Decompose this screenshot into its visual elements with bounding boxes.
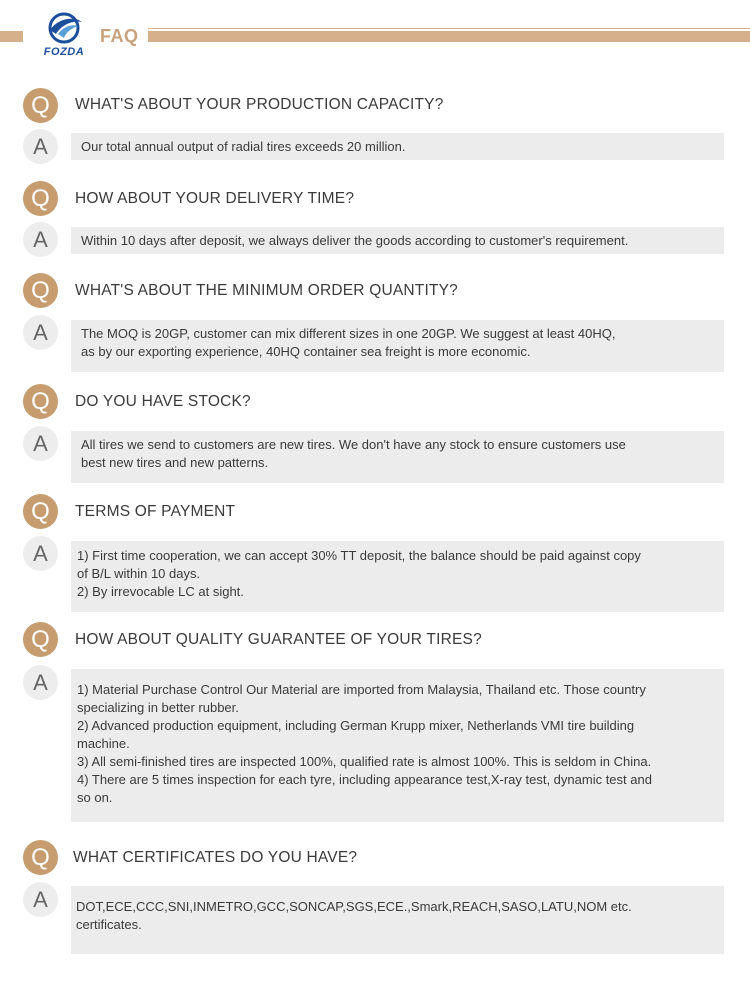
header-rule-bar bbox=[148, 31, 750, 42]
question-text: WHAT'S ABOUT YOUR PRODUCTION CAPACITY? bbox=[75, 96, 444, 113]
answer-line: 2) By irrevocable LC at sight. bbox=[77, 584, 244, 599]
question-badge: Q bbox=[23, 840, 58, 875]
answer-text bbox=[81, 232, 716, 250]
brand-logo bbox=[36, 12, 92, 60]
answer-box bbox=[71, 431, 724, 483]
answer-line: as by our exporting experience, 40HQ container sea freight is more economic. bbox=[81, 344, 531, 359]
question-text: TERMS OF PAYMENT bbox=[75, 503, 236, 520]
question-badge: Q bbox=[23, 181, 58, 216]
answer-line: Within 10 days after deposit, we always deliver the goods according to customer's requirement. bbox=[81, 233, 629, 248]
answer-line: 1) First time cooperation, we can accept 30% TT deposit, the balance should be paid against copy bbox=[77, 548, 641, 563]
answer-badge: A bbox=[23, 882, 58, 917]
answer-line: 1) Material Purchase Control Our Material are imported from Malaysia, Thailand etc. Those country bbox=[77, 682, 646, 697]
answer-text bbox=[81, 138, 716, 156]
answer-line: Our total annual output of radial tires exceeds 20 million. bbox=[81, 139, 406, 154]
answer-line: so on. bbox=[77, 790, 113, 805]
logo-mark-icon bbox=[36, 12, 92, 48]
question-badge: Q bbox=[23, 494, 58, 529]
answer-line: The MOQ is 20GP, customer can mix different sizes in one 20GP. We suggest at least 40HQ, bbox=[81, 326, 616, 341]
answer-box bbox=[71, 133, 724, 160]
header-rule-left bbox=[0, 31, 23, 42]
answer-line: All tires we send to customers are new tires. We don't have any stock to ensure customers use bbox=[81, 437, 626, 452]
answer-badge: A bbox=[23, 426, 58, 461]
answer-line: best new tires and new patterns. bbox=[81, 455, 269, 470]
answer-line: 2) Advanced production equipment, including German Krupp mixer, Netherlands VMI tire building bbox=[77, 718, 635, 733]
question-text: HOW ABOUT QUALITY GUARANTEE OF YOUR TIRES? bbox=[75, 631, 482, 648]
question-text: WHAT'S ABOUT THE MINIMUM ORDER QUANTITY? bbox=[75, 282, 458, 299]
answer-line: of B/L within 10 days. bbox=[77, 566, 201, 581]
question-badge: Q bbox=[23, 273, 58, 308]
question-text: DO YOU HAVE STOCK? bbox=[75, 393, 251, 410]
header-rule-thin bbox=[148, 28, 750, 29]
answer-badge: A bbox=[23, 222, 58, 257]
answer-badge: A bbox=[23, 536, 58, 571]
answer-box bbox=[71, 320, 724, 372]
answer-line: 3) All semi-finished tires are inspected 100%, qualified rate is almost 100%. This is seldom in China. bbox=[77, 754, 652, 769]
answer-text bbox=[77, 547, 716, 601]
question-badge: Q bbox=[23, 88, 58, 123]
question-badge: Q bbox=[23, 622, 58, 657]
page-title: FAQ bbox=[100, 26, 139, 46]
answer-text bbox=[81, 325, 716, 361]
answer-line: DOT,ECE,CCC,SNI,INMETRO,GCC,SONCAP,SGS,ECE.,Smark,REACH,SASO,LATU,NOM etc. bbox=[76, 899, 632, 914]
answer-text bbox=[81, 436, 716, 472]
answer-badge: A bbox=[23, 129, 58, 164]
answer-text bbox=[77, 681, 716, 807]
answer-box bbox=[71, 886, 724, 954]
answer-line: specializing in better rubber. bbox=[77, 700, 239, 715]
answer-box bbox=[71, 227, 724, 254]
answer-badge: A bbox=[23, 315, 58, 350]
brand-name: FOZDA bbox=[43, 46, 85, 58]
answer-line: 4) There are 5 times inspection for each tyre, including appearance test,X-ray test, dynamic test and bbox=[77, 772, 652, 787]
answer-line: machine. bbox=[77, 736, 130, 751]
question-text: HOW ABOUT YOUR DELIVERY TIME? bbox=[75, 190, 355, 207]
answer-badge: A bbox=[23, 665, 58, 700]
question-badge: Q bbox=[23, 384, 58, 419]
answer-box bbox=[71, 669, 724, 822]
answer-text bbox=[76, 898, 716, 934]
answer-box bbox=[71, 541, 724, 612]
answer-line: certificates. bbox=[76, 917, 142, 932]
question-text: WHAT CERTIFICATES DO YOU HAVE? bbox=[73, 849, 358, 866]
